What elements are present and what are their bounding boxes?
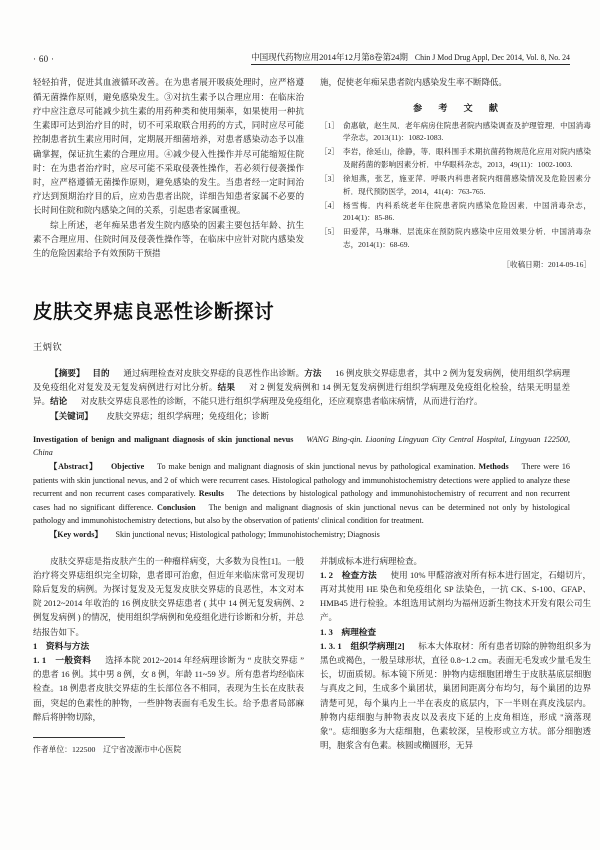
abstract-cn-objective-text: 通过病理检查对皮肤交界痣的良恶性作出诊断。: [123, 367, 305, 378]
running-head: [33, 52, 570, 66]
keywords-en-label: 【Key words】: [49, 529, 103, 539]
keywords-en-paragraph: [33, 528, 570, 542]
abstract-cn-results-label: 结果: [217, 381, 236, 392]
section-heading-1-1: 1. 1 一般资料: [33, 654, 92, 665]
article-body: [33, 554, 591, 756]
reference-number: ［4］: [320, 200, 339, 210]
abstract-cn-methods-label: 方法: [304, 367, 322, 378]
reference-number: ［1］: [320, 120, 339, 130]
reference-item: [320, 226, 591, 251]
reference-text: 杨雪梅．内科系统老年住院患者院内感染危险因素．中国消毒杂志，2014(1)：85-86.: [342, 200, 591, 223]
abstract-en-objective-text: To make benign and malignant diagnosis of skin junctional nevus by pathological examination.: [157, 462, 476, 471]
prev-article-left-column: [33, 75, 304, 269]
section-heading-1-3-1: 1. 3. 1 组织学病理[2]: [320, 640, 405, 651]
references-list: [320, 120, 591, 252]
keywords-cn-label: 【关键词】: [50, 410, 93, 421]
reference-number: ［3］: [320, 174, 339, 184]
section-1-3-1-paragraph: [320, 639, 591, 753]
footnote-rule: [33, 737, 125, 738]
article-affiliation-en: Liaoning Lingyuan City Central Hospital, Lingyuan 122500, China: [33, 434, 570, 458]
reference-number: ［2］: [320, 147, 339, 157]
abstract-en-results-text: The detections by histological pathology and immunohistochemistry of recurrent and non recurrent cases had no significant difference.: [33, 489, 570, 512]
abstract-cn: [33, 366, 570, 423]
journal-citation: [251, 52, 570, 65]
abstract-cn-results-text: 对 2 例复发病例和 14 例无复发病例进行组织学病理及免疫组化检验，结果无明显差异。: [33, 381, 571, 407]
keywords-cn-text: 皮肤交界痣；组织学病理；免疫组化；诊断: [106, 410, 269, 421]
reference-text: 徐旭燕，张艺，施亚萍．呼吸内科患者院内细菌感染情况及危险因素分析．现代预防医学，2014，41(4)：763-765.: [342, 174, 591, 196]
keywords-en-text: Skin junctional nevus; Histological pathology; Immunohistochemistry; Diagnosis: [115, 529, 380, 539]
prev-article-conclusion: 综上所述，老年痴呆患者发生院内感染的因素主要包括年龄、抗生素不合理应用、住院时间及侵袭性操作等，在临床中应针对院内感染发生的危险因素给予有效预防干预措: [33, 219, 304, 258]
section-heading-1-2: 1. 2 检查方法: [320, 569, 377, 580]
section-1-1-paragraph: [33, 653, 304, 724]
abstract-en-conclusion-label: Conclusion: [156, 502, 196, 512]
abstract-cn-conclusion-text: 对皮肤交界痣良恶性的诊断，不能只进行组织学病理及免疫组化，还应观察患者临床病情，从而进行治疗。: [80, 396, 483, 407]
abstract-en-label: 【Abstract】: [49, 462, 98, 471]
abstract-en-paragraph: [33, 460, 570, 528]
prev-article-body-text: 轻轻拍背，促进其血液循环改善。在为患者展开吸痰处理时，应严格遵循无菌操作原则，避免感染发生。③对抗生素予以合理应用：在临床治疗中应注意尽可能减少抗生素的用药种类和使用频率，如果使用一种抗生素即可达到治疗目的时，切不可采取联合用药的方式，同时应尽可能控制患者抗生素应用时间，定期展开细菌培养，对患者感染动态予以准确掌握，保证抗生素的合理应用。④减少侵入性操作并尽可能缩短住院时：在为患者治疗时，应尽可能不采取侵袭性操作，若必须行侵袭操作时，应严格遵循无菌操作原则，避免感染的发生。当患者经一定时间治疗达到预期治疗目的后，应劝告患者出院，详细告知患者家属不必要的长时间住院和院内感染之间的关系，引起患者家属重视。: [33, 77, 304, 216]
abstract-en-headline: [33, 433, 570, 460]
abstract-en-methods-text: There were 16 patients with skin junctional nevus, and 2 of which were recurrent cases. Histological pathology and immunohistochemistry detections were applied to analyze these recurrent and non recurrent cases comparatively.: [33, 462, 570, 499]
reference-text: 田爱萍，马琳琳．层流床在预防院内感染中应用效果分析．中国消毒杂志，2014(1)：68-69.: [342, 227, 591, 250]
previous-article-tail: [33, 75, 591, 269]
author-affiliation-footnote: 作者单位：122500 辽宁省凌源市中心医院: [33, 745, 182, 754]
section-heading-1-3: 1. 3 病理检查: [320, 626, 377, 637]
section-1-2-text: 使用 10% 甲醛溶液对所有标本进行固定，石蜡切片，再对其使用 HE 染色和免疫组化 SP 法染色，一抗 CK、S-100、GFAP、HMB45 进行检验。本组选用试剂均为福州迈新生物技术开发有限公司生产。: [320, 569, 591, 623]
body-continuation-paragraph: 并制成标本进行病理检查。: [320, 555, 422, 566]
reference-item: [320, 120, 591, 145]
references-heading: 参 考 文 献: [413, 102, 505, 113]
abstract-cn-paragraph: [33, 366, 570, 409]
section-heading-1: 1 资料与方法: [33, 640, 90, 651]
article-author-cn: 王炳钦: [33, 341, 63, 352]
footnote-block: [33, 737, 304, 756]
reference-number: ［5］: [320, 227, 339, 237]
page-folio: · 60 ·: [33, 54, 55, 65]
reference-item: [320, 173, 591, 198]
reference-item: [320, 200, 591, 225]
abstract-cn-methods-text: 16 例皮肤交界痣患者，其中 2 例为复发病例，使用组织学病理及免疫组化对复发及无复发病例进行对比分析。: [33, 367, 571, 392]
keywords-cn-paragraph: [33, 409, 570, 423]
article-title-cn: 皮肤交界痣良恶性诊断探讨: [33, 299, 275, 323]
abstract-en-objective-label: Objective: [110, 462, 145, 471]
section-1-1-text: 选择本院 2012~2014 年经病理诊断为 “ 皮肤交界痣 ” 的患者 16 例。其中男 8 例，女 8 例，年龄 11~59 岁。所有患者均经临床检查。18 例患者皮肤交界痣的生长部位各不相同，表现为生长在皮肤表面，突起的色素性的肿物，一些肿物表面有毛发生长。给予患者局部麻醉后将肿物切除，: [33, 654, 304, 722]
received-date: ［收稿日期：2014-09-16］: [502, 259, 591, 269]
reference-text: 俞惠敏，赵生凤．老年病房住院患者院内感染调查及护理管理．中国消毒学杂志，2013(11)：1082-1083.: [342, 120, 591, 143]
body-intro-paragraph: 皮肤交界痣是指皮肤产生的一种瘤样病变，大多数为良性[1]。一般治疗将交界痣组织完全切除，患者即可治愈，但近年来临床常可发现切除后复发的病例。为探讨复发及无复发皮肤交界痣的良恶性，本文对本院 2012~2014 年收治的 16 例皮肤交界痣患者 ( 其中 14 例无复发病例、2 例复发病例 ) 的情况，使用组织学病例和免疫组化进行诊断和分析，并总结报告如下。: [33, 555, 304, 637]
article-author-en: WANG Bing-qin.: [306, 434, 363, 444]
reference-text: 李岩，徐延山，徐静，等．眼科围手术期抗菌药物规范化应用对院内感染及耐药菌的影响因素分析．中华眼科杂志，2013，49(11)：1002-1003.: [342, 147, 591, 169]
abstract-en-results-label: Results: [198, 489, 224, 499]
reference-item: [320, 146, 591, 171]
article-body-right-column: [320, 554, 591, 756]
abstract-en: [33, 433, 570, 542]
abstract-cn-objective-label: 目的: [92, 367, 110, 378]
abstract-cn-label: 【摘要】: [50, 367, 85, 378]
abstract-cn-conclusion-label: 结论: [50, 396, 68, 407]
abstract-en-conclusion-text: The benign and malignant diagnosis of skin junctional nevus can be determined not only by histological pathology and immunohistochemistry detections, but also by the observation of patients' clinical condition for treatment.: [33, 502, 570, 526]
section-1-2-paragraph: [320, 568, 591, 625]
journal-name-cn: 中国现代药物应用2014年12月第8卷第24期: [251, 52, 408, 62]
prev-article-right-column: [320, 75, 591, 269]
abstract-en-methods-label: Methods: [478, 462, 509, 471]
article-body-left-column: [33, 554, 304, 756]
section-1-3-1-text: 标本大体取材：所有患者切除的肿物组织多为黑色或褐色，一般呈球形状，直径 0.8~1.2 cm。表面无毛发或少量毛发生长，切面质韧。标本镜下所见：肿物内痣细胞团增生于皮肤基底层细胞与真皮之间，生成多个巢团状，巢团间距离分布均匀，每个巢团的边界清楚可见，每个巢内上一半在表皮的底层内，下一半则在真皮浅层内。肿物内痣细胞与肿物表皮以及表皮下延的上皮角相连，形成 "滴落现象"。痣细胞多为大痣细胞，色素较深，呈梭形或立方状。部分细胞透明，胞浆含有色素。核圆或椭圆形，无异: [320, 640, 591, 751]
journal-name-en: Chin J Mod Drug Appl, Dec 2014, Vol. 8, No. 24: [414, 53, 570, 62]
article-title-en: Investigation of benign and malignant diagnosis of skin junctional nevus: [33, 434, 294, 444]
prev-article-continuation: 施，促使老年痴呆患者院内感染发生率不断降低。: [320, 77, 507, 88]
